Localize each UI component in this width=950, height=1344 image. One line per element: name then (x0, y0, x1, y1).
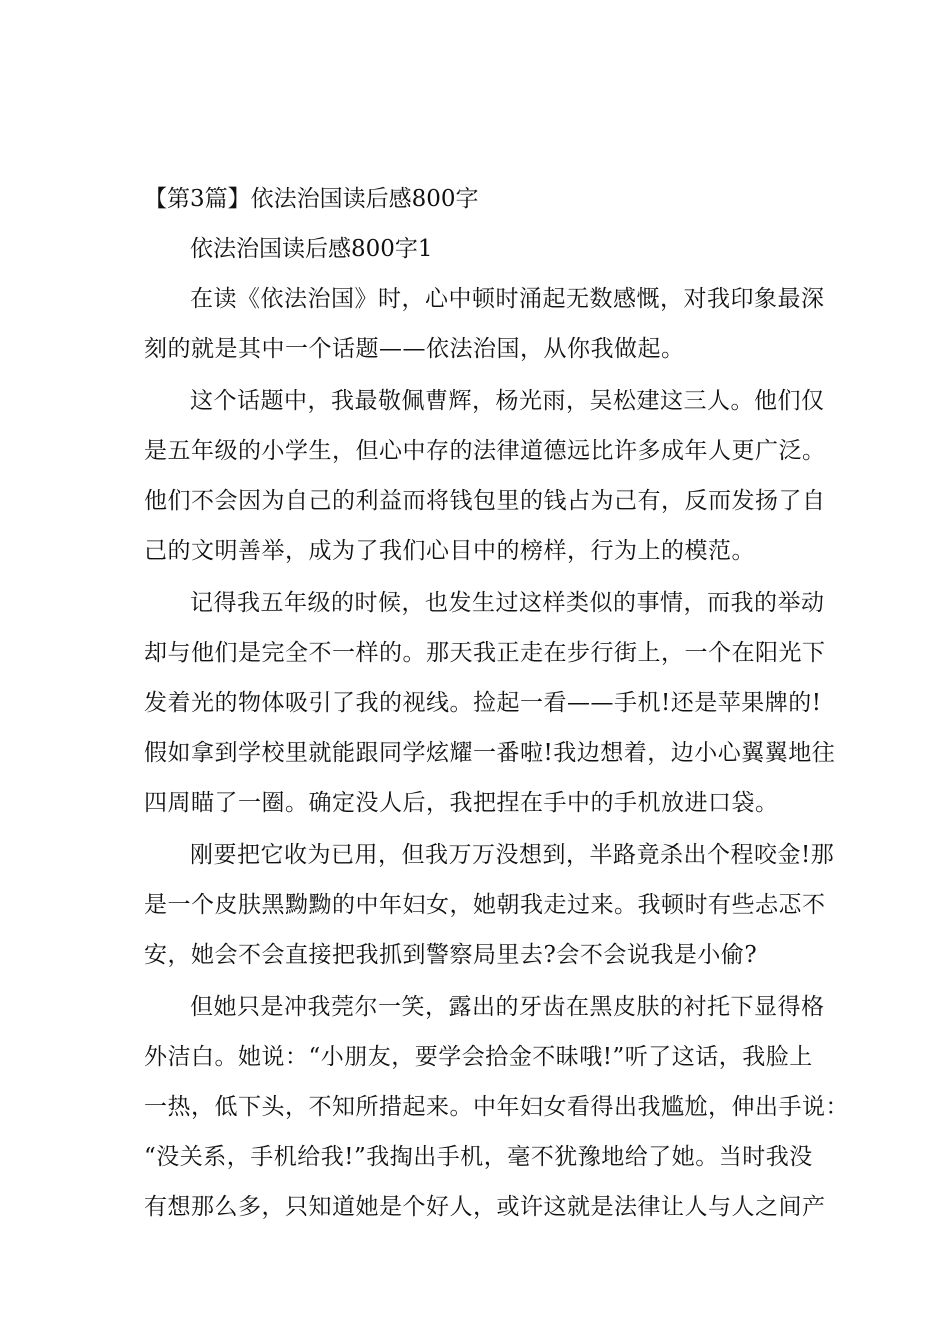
paragraph (144, 274, 825, 374)
paragraph-line: 记得我五年级的时候，也发生过这样类似的事情，而我的举动 (190, 590, 825, 616)
paragraph-line: 这个话题中，我最敬佩曹辉，杨光雨，吴松建这三人。他们仅 (190, 388, 825, 414)
paragraph-line: 在读《依法治国》时，心中顿时涌起无数感慨，对我印象最深 (190, 286, 825, 312)
paragraph-line: 外洁白。她说：“小朋友，要学会拾金不昧哦!”听了这话，我脸上 (144, 1044, 813, 1070)
paragraph-line: 刻的就是其中一个话题——依法治国，从你我做起。 (144, 336, 685, 362)
paragraph (144, 982, 849, 1232)
paragraph (144, 376, 826, 576)
paragraph-line: 发着光的物体吸引了我的视线。捡起一看——手机!还是苹果牌的! (144, 690, 822, 716)
paragraph-line: 但她只是冲我莞尔一笑，露出的牙齿在黑皮肤的衬托下显得格 (190, 994, 825, 1020)
paragraph-line: 安，她会不会直接把我抓到警察局里去?会不会说我是小偷? (144, 942, 758, 968)
paragraph-line: 他们不会因为自己的利益而将钱包里的钱占为己有，反而发扬了自 (144, 488, 826, 514)
document-title: 【第3篇】依法治国读后感800字 (144, 186, 479, 212)
paragraph (144, 578, 836, 828)
document-body (144, 174, 849, 1232)
paragraph-line: 四周瞄了一圈。确定没人后，我把捏在手中的手机放进口袋。 (144, 790, 779, 816)
paragraph-line: 却与他们是完全不一样的。那天我正走在步行街上，一个在阳光下 (144, 640, 826, 666)
paragraph-line: 有想那么多，只知道她是个好人，或许这就是法律让人与人之间产 (144, 1194, 826, 1220)
paragraph-line: 己的文明善举，成为了我们心目中的榜样，行为上的模范。 (144, 538, 755, 564)
paragraph-line: 假如拿到学校里就能跟同学炫耀一番啦!我边想着，边小心翼翼地往 (144, 740, 836, 766)
paragraph-line: “没关系，手机给我!”我掏出手机，毫不犹豫地给了她。当时我没 (144, 1144, 813, 1170)
paragraph (144, 830, 835, 980)
paragraph-line: 是五年级的小学生，但心中存的法律道德远比许多成年人更广泛。 (144, 438, 826, 464)
paragraph-list (144, 274, 849, 1232)
document-subtitle: 依法治国读后感800字1 (190, 236, 433, 262)
paragraph-line: 是一个皮肤黑黝黝的中年妇女，她朝我走过来。我顿时有些忐忑不 (144, 892, 826, 918)
paragraph-line: 一热，低下头，不知所措起来。中年妇女看得出我尴尬，伸出手说： (144, 1094, 849, 1120)
paragraph-line: 刚要把它收为已用，但我万万没想到，半路竟杀出个程咬金!那 (190, 842, 835, 868)
